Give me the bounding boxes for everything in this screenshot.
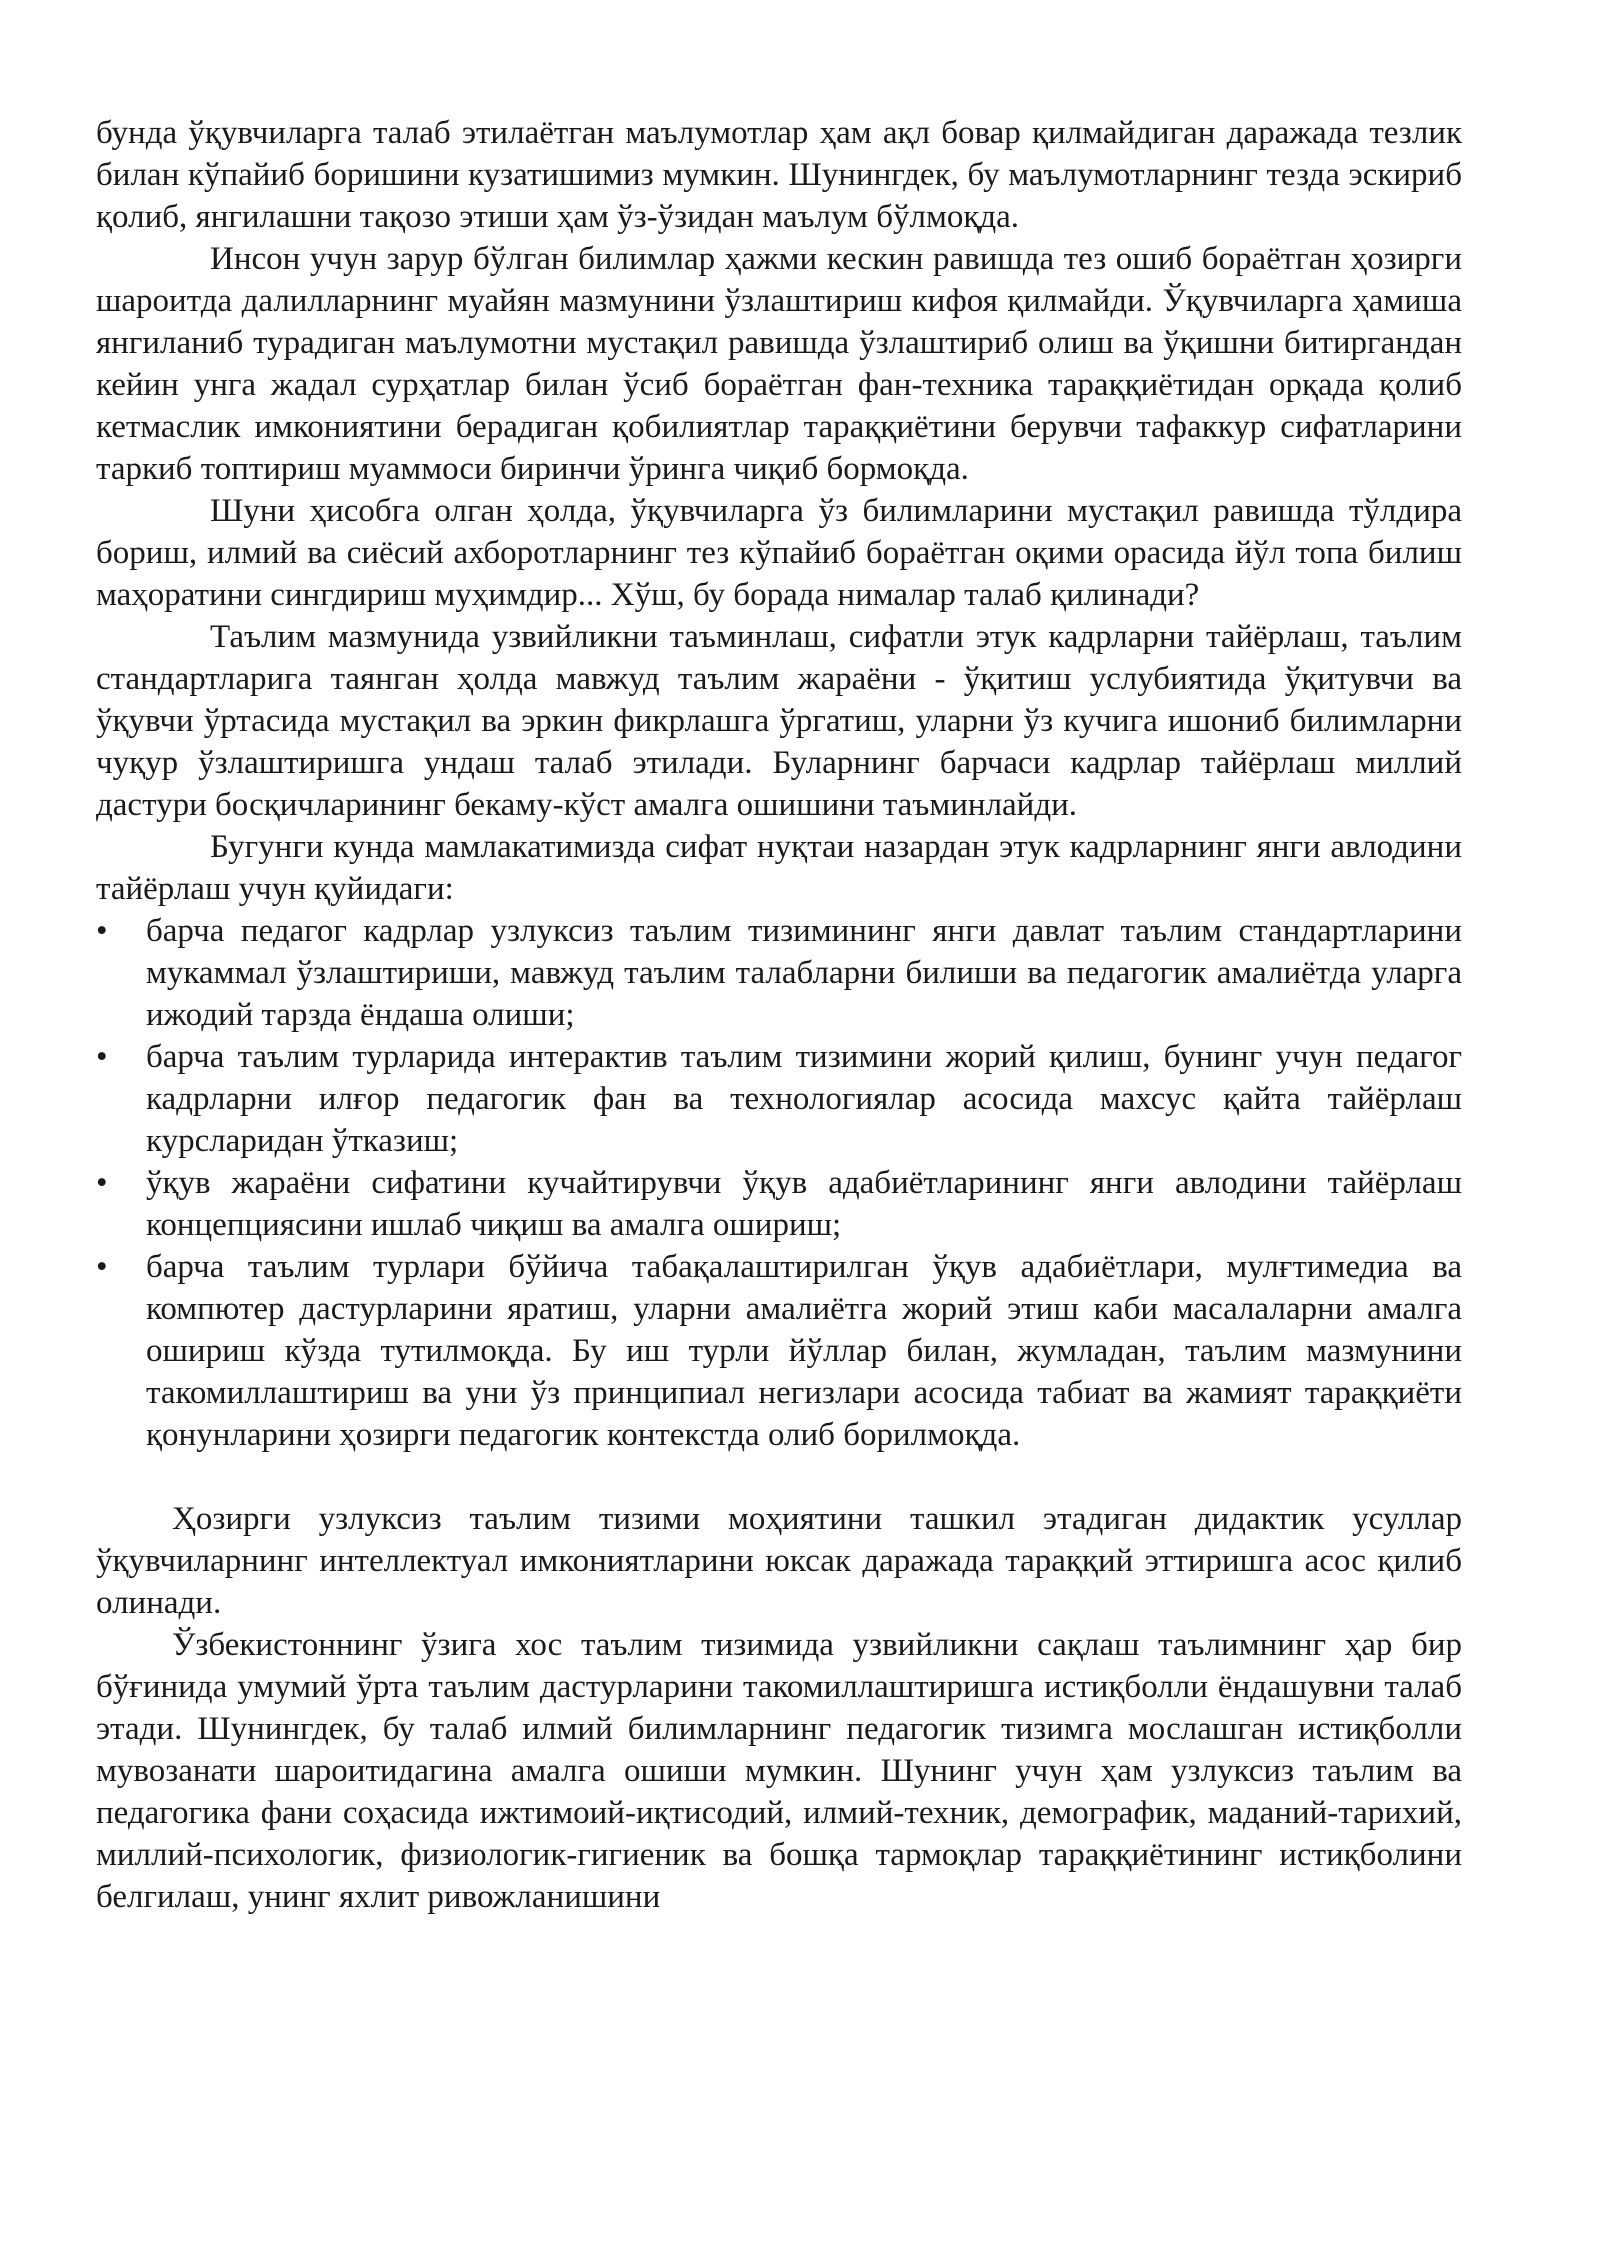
paragraph: Ўзбекистоннинг ўзига хос таълим тизимида узвийликни сақлаш таълимнинг ҳар бир бўғинида умумий ўрта таълим дастурларини такомиллаштиришга истиқболли ёндашувни талаб этади. Шунингдек, бу талаб илмий билимларнинг педагогик тизимга мослашган истиқболли мувозанати шароитидагина амалга ошиши мумкин. Шунинг учун ҳам узлуксиз таълим ва педагогика фани соҳасида ижтимоий-иқтисодий, илмий-техник, демографик, маданий-тарихий, миллий-психологик, физиологик-гигиеник ва бошқа тармоқлар тараққиётининг истиқболини белгилаш, унинг яхлит ривожланишини <box>96 1627 1462 1915</box>
bullet-list <box>96 910 1462 1456</box>
bullet-mark: • <box>96 913 108 949</box>
list-item-text: барча таълим турлари бўйича табақалаштирилган ўқув адабиётлари, мулғтимедиа ва компютер дастурларини яратиш, уларни амалиётга жорий этиш каби масалаларни амалга ошириш кўзда тутилмоқда. Бу иш турли йўллар билан, жумладан, таълим мазмунини такомиллаштириш ва уни ўз принципиал негизлари асосида табиат ва жамият тараққиёти қонунларини ҳозирги педагогик контекстда олиб борилмоқда. <box>146 1249 1462 1453</box>
paragraph: Инсон учун зарур бўлган билимлар ҳажми кескин равишда тез ошиб бораётган ҳозирги шароитда далилларнинг муайян мазмунини ўзлаштириш кифоя қилмайди. Ўқувчиларга ҳамиша янгиланиб турадиган маълумотни мустақил равишда ўзлаштириб олиш ва ўқишни битиргандан кейин унга жадал сурҳатлар билан ўсиб бораётган фан-техника тараққиётидан орқада қолиб кетмаслик имкониятини берадиган қобилиятлар тараққиётини берувчи тафаккур сифатларини таркиб топтириш муаммоси биринчи ўринга чиқиб бормоқда. <box>96 241 1462 487</box>
paragraph: Таълим мазмунида узвийликни таъминлаш, сифатли этук кадрларни тайёрлаш, таълим стандартларига таянган ҳолда мавжуд таълим жараёни - ўқитиш услубиятида ўқитувчи ва ўқувчи ўртасида мустақил ва эркин фикрлашга ўргатиш, уларни ўз кучига ишониб билимларни чуқур ўзлаштиришга ундаш талаб этилади. Буларнинг барчаси кадрлар тайёрлаш миллий дастури босқичларининг бекаму-кўст амалга ошишини таъминлайди. <box>96 619 1462 823</box>
paragraph: Бугунги кунда мамлакатимизда сифат нуқтаи назардан этук кадрларнинг янги авлодини тайёрлаш учун қуйидаги: <box>96 829 1462 907</box>
paragraph: Ҳозирги узлуксиз таълим тизими моҳиятини ташкил этадиган дидактик усуллар ўқувчиларнинг интеллектуал имкониятларини юксак даражада тараққий эттиришга асос қилиб олинади. <box>96 1501 1462 1621</box>
list-item-text: барча педагог кадрлар узлуксиз таълим тизимининг янги давлат таълим стандартларини мукаммал ўзлаштириши, мавжуд таълим талабларни билиши ва педагогик амалиётда уларга ижодий тарзда ёндаша олиши; <box>146 913 1462 1033</box>
document-page <box>96 112 1462 1918</box>
list-item <box>96 910 1462 1036</box>
paragraph: Шуни ҳисобга олган ҳолда, ўқувчиларга ўз билимларини мустақил равишда тўлдира бориш, илмий ва сиёсий ахборотларнинг тез кўпайиб бораётган оқими орасида йўл топа билиш маҳоратини сингдириш муҳимдир... Хўш, бу борада нималар талаб қилинади? <box>96 493 1462 613</box>
list-item-text: барча таълим турларида интерактив таълим тизимини жорий қилиш, бунинг учун педагог кадрларни илғор педагогик фан ва технологиялар асосида махсус қайта тайёрлаш курсларидан ўтказиш; <box>146 1039 1462 1159</box>
list-item <box>96 1036 1462 1162</box>
paragraph: бунда ўқувчиларга талаб этилаётган маълумотлар ҳам ақл бовар қилмайдиган даражада тезлик билан кўпайиб боришини кузатишимиз мумкин. Шунингдек, бу маълумотларнинг тезда эскириб қолиб, янгилашни тақозо этиши ҳам ўз-ўзидан маълум бўлмоқда. <box>96 115 1462 235</box>
list-item-text: ўқув жараёни сифатини кучайтирувчи ўқув адабиётларининг янги авлодини тайёрлаш концепциясини ишлаб чиқиш ва амалга ошириш; <box>146 1165 1462 1243</box>
list-item <box>96 1162 1462 1246</box>
list-item <box>96 1246 1462 1456</box>
blank-line <box>96 1456 1462 1498</box>
bullet-mark: • <box>96 1249 108 1285</box>
bullet-mark: • <box>96 1039 108 1075</box>
bullet-mark: • <box>96 1165 108 1201</box>
